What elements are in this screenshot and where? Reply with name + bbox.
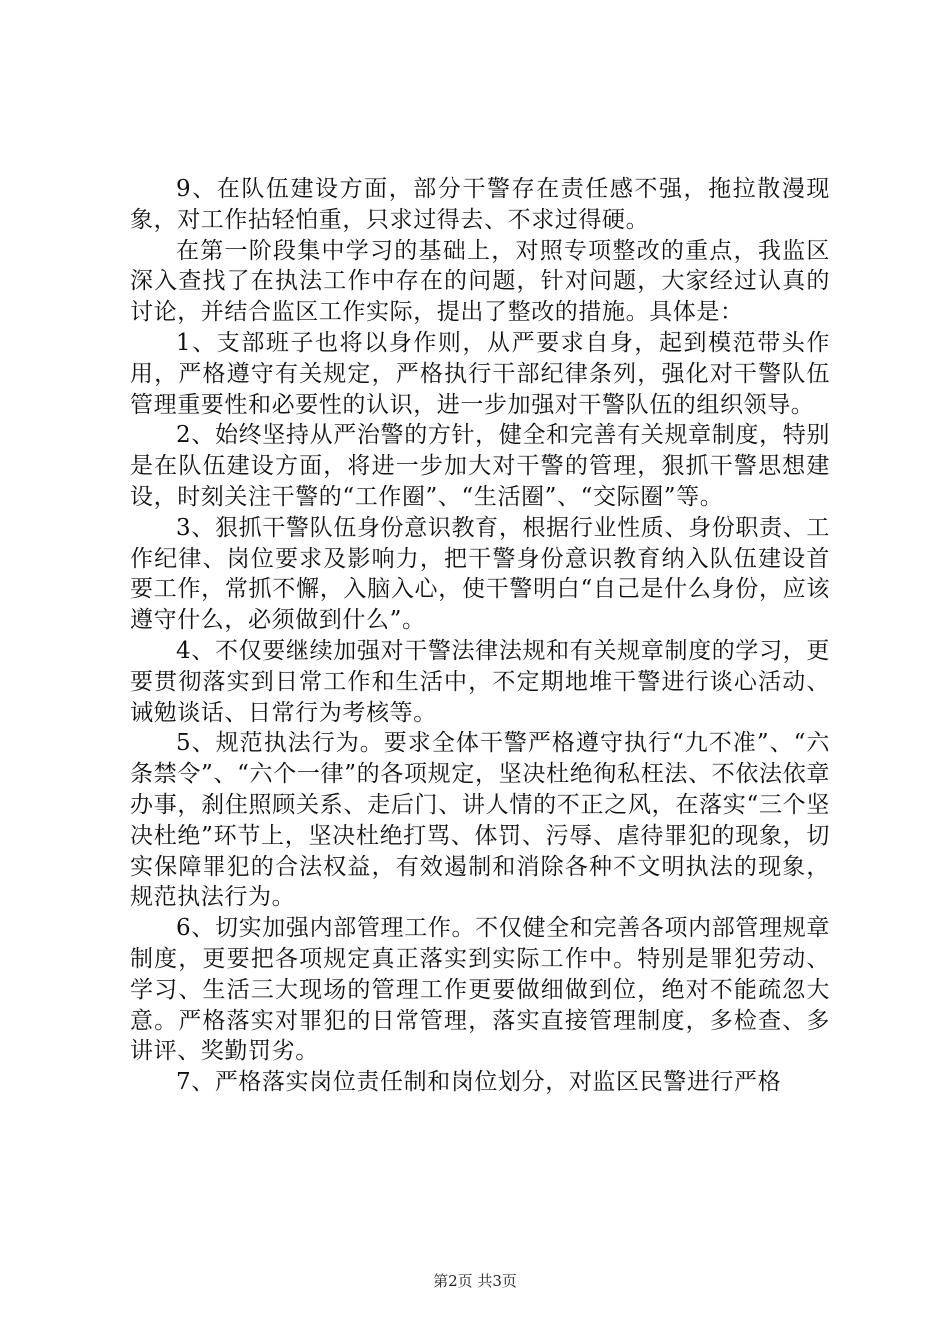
paragraph-measure-3: 3、狠抓干警队伍身份意识教育，根据行业性质、身份职责、工作纪律、岗位要求及影响力，把干警身份意识教育纳入队伍建设首要工作，常抓不懈，入脑入心，使干警明白“自己是什么身份，应该遵守什么，必须做到什么”。 (130, 514, 830, 634)
paragraph-measure-4: 4、不仅要继续加强对干警法律法规和有关规章制度的学习，更要贯彻落实到日常工作和生活中，不定期地堆干警进行谈心活动、诫勉谈话、日常行为考核等。 (130, 637, 830, 726)
paragraph-measure-2: 2、始终坚持从严治警的方针，健全和完善有关规章制度，特别是在队伍建设方面，将进一步加大对干警的管理，狠抓干警思想建设，时刻关注干警的“工作圈”、“生活圈”、“交际圈”等。 (130, 422, 830, 510)
document-body (130, 174, 830, 1098)
paragraph-intro: 在第一阶段集中学习的基础上，对照专项整改的重点，我监区深入查找了在执法工作中存在的问题，针对问题，大家经过认真的讨论，并结合监区工作实际，提出了整改的措施。具体是： (130, 237, 830, 326)
page-number-footer: 第2页 共3页 (433, 1272, 517, 1290)
paragraph-measure-6: 6、切实加强内部管理工作。不仅健全和完善各项内部管理规章制度，更要把各项规定真正落实到实际工作中。特别是罪犯劳动、学习、生活三大现场的管理工作更要做细做到位，绝对不能疏忽大意。严格落实对罪犯的日常管理，落实直接管理制度，多检查、多讲评、奖勤罚劣。 (130, 915, 830, 1065)
paragraph-measure-5: 5、规范执法行为。要求全体干警严格遵守执行“九不准”、“六条禁令”、“六个一律”的各项规定，坚决杜绝徇私枉法、不依法依章办事，刹住照顾关系、走后门、讲人情的不正之风，在落实“三个坚决杜绝”环节上，坚决杜绝打骂、体罚、污辱、虐待罪犯的现象，切实保障罪犯的合法权益，有效遏制和消除各种不文明执法的现象，规范执法行为。 (130, 730, 830, 911)
paragraph-item-9: 9、在队伍建设方面，部分干警存在责任感不强，拖拉散漫现象，对工作拈轻怕重，只求过得去、不求过得硬。 (130, 176, 830, 233)
paragraph-measure-1: 1、支部班子也将以身作则，从严要求自身，起到模范带头作用，严格遵守有关规定，严格执行干部纪律条列，强化对干警队伍管理重要性和必要性的认识，进一步加强对干警队伍的组织领导。 (130, 329, 830, 418)
paragraph-measure-7: 7、严格落实岗位责任制和岗位划分，对监区民警进行严格 (176, 1069, 782, 1096)
